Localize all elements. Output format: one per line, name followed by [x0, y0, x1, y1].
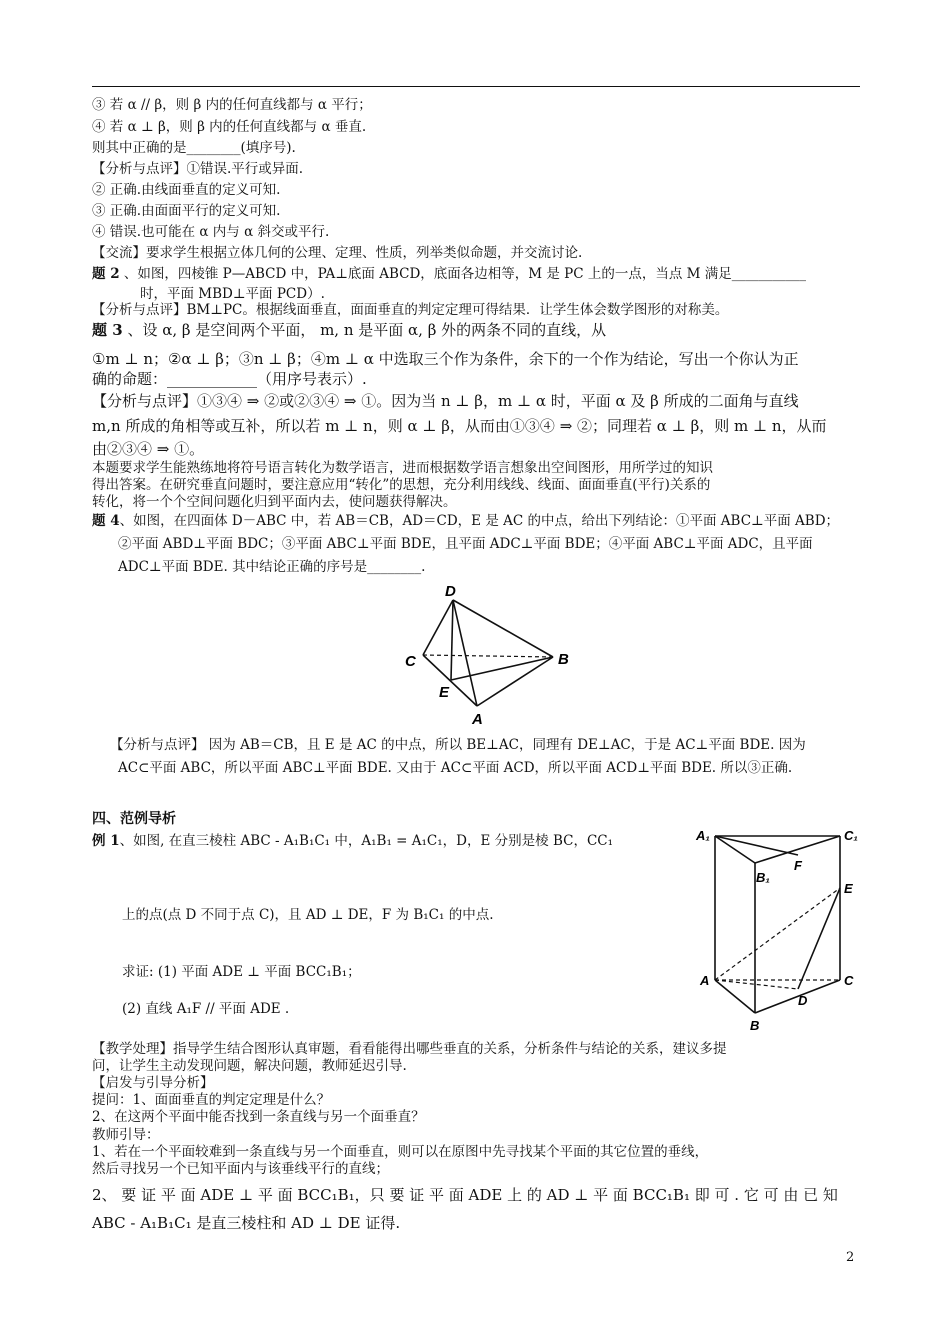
vertex-label-A1: A₁	[696, 828, 710, 843]
text-line: ADC⊥平面 BDE. 其中结论正确的序号是________.	[118, 559, 426, 575]
vertex-label-D: D	[445, 583, 456, 600]
vertex-label-C: C	[844, 973, 854, 988]
text-line: 确的命题：____________（用序号表示）.	[92, 370, 367, 388]
analysis-line: 【分析与点评】①③④ ⇒ ②或②③④ ⇒ ①。因为当 n ⊥ β，m ⊥ α 时，平面 α 及 β 所成的二面角与直线	[92, 392, 799, 410]
text-line: ④ 若 α ⊥ β，则 β 内的任何直线都与 α 垂直.	[92, 119, 367, 135]
question-4	[92, 512, 839, 530]
page-number: 2	[846, 1250, 855, 1265]
text-line: (2) 直线 A₁F // 平面 ADE .	[122, 1001, 290, 1017]
text-line: 上的点(点 D 不同于点 C)，且 AD ⊥ DE，F 为 B₁C₁ 的中点.	[122, 907, 494, 923]
vertex-label-A: A	[472, 711, 483, 728]
question-text: 、如图，在四面体 D－ABC 中，若 AB＝CB，AD＝CD，E 是 AC 的中点，给出下列结论：①平面 ABC⊥平面 ABD；	[119, 513, 840, 529]
analysis-line: AC⊂平面 ABC，所以平面 ABC⊥平面 BDE. 又由于 AC⊂平面 ACD，所以平面 ACD⊥平面 BDE. 所以③正确.	[118, 760, 793, 776]
text-line: 则其中正确的是________(填序号).	[92, 140, 296, 156]
question-2	[92, 265, 806, 283]
analysis-line: 由②③④ ⇒ ①。	[92, 440, 205, 458]
text-line: 时，平面 MBD⊥平面 PCD）.	[140, 286, 325, 302]
note-line: 转化，将一个个空间问题化归到平面内去，使问题获得解决。	[92, 494, 457, 510]
prism-figure	[690, 818, 870, 1038]
vertex-label-F: F	[794, 858, 802, 873]
text-line: ③ 正确.由面面平行的定义可知.	[92, 203, 281, 219]
text-line: ①m ⊥ n；②α ⊥ β；③n ⊥ β；④m ⊥ α 中选取三个作为条件，余下的一个作为结论，写出一个你认为正	[92, 350, 799, 368]
text-line: 【教学处理】指导学生结合图形认真审题，看看能得出哪些垂直的关系，分析条件与结论的关系，建议多提	[92, 1041, 727, 1057]
vertex-label-C1: C₁	[844, 828, 858, 843]
note-line: 本题要求学生能熟练地将符号语言转化为数学语言，进而根据数学语言想象出空间图形，用所学过的知识	[92, 460, 713, 476]
text-line: 2、 要 证 平 面 ADE ⊥ 平 面 BCC₁B₁，只 要 证 平 面 ADE 上 的 AD ⊥ 平 面 BCC₁B₁ 即 可 . 它 可 由 已 知	[92, 1186, 838, 1204]
vertex-label-D: D	[798, 993, 808, 1008]
vertex-label-B: B	[750, 1018, 760, 1033]
example-1	[92, 832, 613, 850]
vertex-label-C: C	[405, 653, 416, 670]
text-line: ④ 错误.也可能在 α 内与 α 斜交或平行.	[92, 224, 330, 240]
analysis-line: m,n 所成的角相等或互补，所以若 m ⊥ n，则 α ⊥ β，从而由①③④ ⇒ ②；同理若 α ⊥ β，则 m ⊥ n，从而	[92, 417, 827, 435]
text-line: 然后寻找另一个已知平面内与该垂线平行的直线；	[92, 1161, 389, 1177]
vertex-label-B1: B₁	[756, 870, 770, 885]
example-text: 、如图, 在直三棱柱 ABC - A₁B₁C₁ 中，A₁B₁ = A₁C₁，D，E 分别是棱 BC，CC₁	[119, 833, 614, 849]
header-rule	[92, 86, 860, 87]
question-label: 题 2	[92, 266, 120, 282]
section-title: 四、范例导析	[92, 811, 176, 827]
text-line: ② 正确.由线面垂直的定义可知.	[92, 182, 281, 198]
question-label: 题 4	[92, 513, 120, 529]
vertex-label-B: B	[558, 651, 569, 668]
text-line: ABC - A₁B₁C₁ 是直三棱柱和 AD ⊥ DE 证得.	[92, 1214, 401, 1232]
text-line: 1、若在一个平面较难到一条直线与另一个面垂直，则可以在原图中先寻找某个平面的其它位置的垂线，	[92, 1144, 709, 1160]
example-label: 例 1	[92, 833, 120, 849]
question-label: 题 3	[92, 321, 123, 339]
text-line: 2、在这两个平面中能否找到一条直线与另一个面垂直？	[92, 1109, 425, 1125]
analysis-line: 【分析与点评】 因为 AB＝CB，且 E 是 AC 的中点，所以 BE⊥AC，同理有 DE⊥AC，于是 AC⊥平面 BDE. 因为	[110, 737, 806, 753]
text-line: 【分析与点评】①错误.平行或异面.	[92, 161, 304, 177]
question-text: 、设 α, β 是空间两个平面， m, n 是平面 α, β 外的两条不同的直线，从	[122, 321, 607, 339]
text-line: 教师引导：	[92, 1127, 160, 1143]
text-line: ②平面 ABD⊥平面 BDC；③平面 ABC⊥平面 BDE，且平面 ADC⊥平面 BDE；④平面 ABC⊥平面 ADC，且平面	[118, 536, 813, 552]
text-line: 求证: (1) 平面 ADE ⊥ 平面 BCC₁B₁；	[122, 964, 361, 980]
question-3	[92, 321, 606, 339]
text-line: 问，让学生主动发现问题，解决问题，教师延迟引导.	[92, 1058, 407, 1074]
text-line: ③ 若 α // β，则 β 内的任何直线都与 α 平行；	[92, 97, 372, 113]
text-line: 【交流】要求学生根据立体几何的公理、定理、性质，列举类似命题，并交流讨论.	[92, 245, 583, 261]
vertex-label-E: E	[844, 881, 853, 896]
note-line: 得出答案。在研究垂直问题时，要注意应用“转化”的思想，充分利用线线、线面、面面垂直(平行)关系的	[92, 477, 711, 493]
vertex-label-E: E	[439, 684, 450, 701]
question-text: 、如图，四棱锥 P—ABCD 中，PA⊥底面 ABCD，底面各边相等，M 是 PC 上的一点，当点 M 满足___________	[119, 266, 807, 282]
text-line: 【启发与引导分析】	[92, 1075, 214, 1091]
text-line: 提问：1、面面垂直的判定定理是什么？	[92, 1092, 331, 1108]
vertex-label-A: A	[700, 973, 710, 988]
analysis-line: 【分析与点评】BM⊥PC。根据线面垂直，面面垂直的判定定理可得结果．让学生体会数学图形的对称美。	[92, 302, 729, 318]
tetrahedron-figure	[395, 580, 585, 730]
